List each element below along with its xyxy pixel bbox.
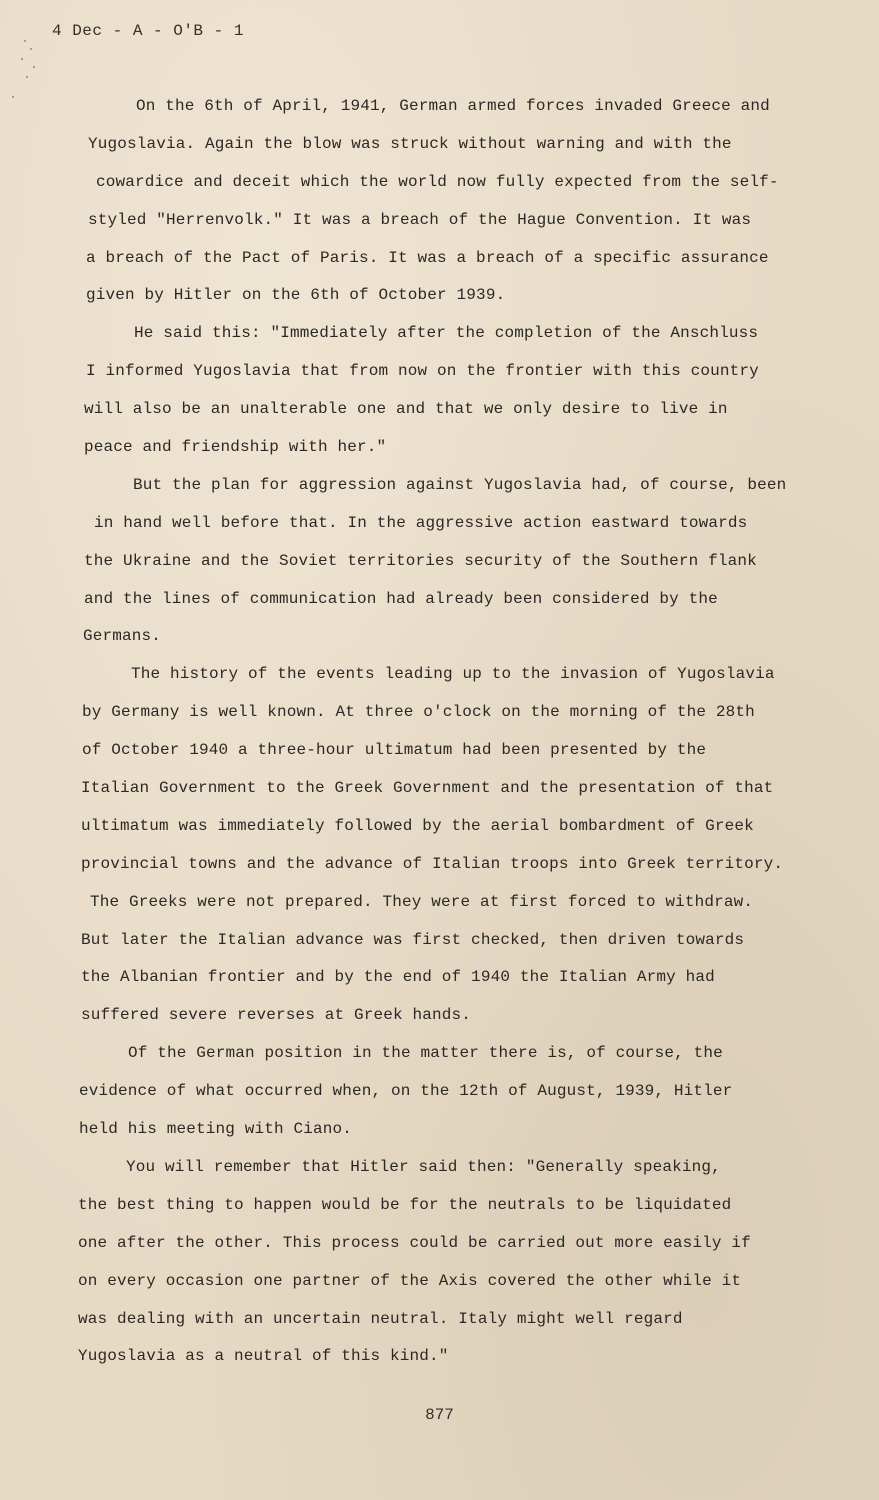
text-line: in hand well before that. In the aggressive action eastward towards: [94, 513, 748, 532]
paper-speck: [33, 66, 35, 68]
text-line: was dealing with an uncertain neutral. Italy might well regard: [78, 1309, 683, 1328]
paragraph-3: [78, 467, 790, 656]
paper-speck: [30, 48, 32, 50]
paragraph-6: [78, 1149, 790, 1376]
text-line: Germans.: [83, 627, 162, 646]
paragraph-4: [78, 656, 790, 1035]
text-line: Italian Government to the Greek Government and the presentation of that: [81, 779, 774, 798]
text-line: the best thing to happen would be for the neutrals to be liquidated: [78, 1195, 732, 1214]
text-line: by Germany is well known. At three o'clock on the morning of the 28th: [82, 703, 755, 722]
document-header: 4 Dec - A - O'B - 1: [52, 22, 244, 40]
text-line: The history of the events leading up to the invasion of Yugoslavia: [131, 665, 775, 684]
paper-speck: [24, 40, 26, 42]
text-line: given by Hitler on the 6th of October 1939.: [86, 286, 506, 305]
text-line: a breach of the Pact of Paris. It was a breach of a specific assurance: [86, 248, 769, 267]
text-line: suffered severe reverses at Greek hands.: [81, 1006, 472, 1025]
paragraph-5: [78, 1035, 790, 1149]
text-line: ultimatum was immediately followed by the aerial bombardment of Greek: [81, 816, 754, 835]
text-line: Yugoslavia. Again the blow was struck without warning and with the: [88, 134, 732, 153]
text-line: on every occasion one partner of the Axis covered the other while it: [78, 1271, 742, 1290]
text-line: I informed Yugoslavia that from now on the frontier with this country: [86, 362, 759, 381]
text-line: Of the German position in the matter there is, of course, the: [128, 1044, 723, 1063]
paragraph-1: [78, 88, 790, 315]
text-line: You will remember that Hitler said then: "Generally speaking,: [126, 1157, 721, 1176]
text-line: peace and friendship with her.": [84, 438, 387, 457]
text-line: and the lines of communication had already been considered by the: [84, 589, 718, 608]
page-number: 877: [425, 1406, 454, 1424]
text-line: Yugoslavia as a neutral of this kind.": [78, 1347, 449, 1366]
text-line: cowardice and deceit which the world now fully expected from the self-: [96, 172, 779, 191]
text-line: But later the Italian advance was first checked, then driven towards: [81, 930, 745, 949]
text-line: one after the other. This process could be carried out more easily if: [78, 1233, 751, 1252]
text-line: On the 6th of April, 1941, German armed forces invaded Greece and: [136, 97, 770, 115]
text-line: the Albanian frontier and by the end of 1940 the Italian Army had: [81, 968, 715, 987]
text-line: He said this: "Immediately after the completion of the Anschluss: [134, 324, 759, 343]
text-line: of October 1940 a three-hour ultimatum had been presented by the: [82, 741, 707, 760]
text-line: the Ukraine and the Soviet territories security of the Southern flank: [84, 551, 757, 570]
paper-speck: [26, 76, 28, 78]
text-line: The Greeks were not prepared. They were at first forced to withdraw.: [90, 892, 754, 911]
text-line: styled "Herrenvolk." It was a breach of the Hague Convention. It was: [88, 210, 752, 229]
text-line: But the plan for aggression against Yugoslavia had, of course, been: [133, 475, 787, 494]
document-body: [78, 88, 790, 1376]
text-line: evidence of what occurred when, on the 12th of August, 1939, Hitler: [79, 1082, 733, 1101]
text-line: provincial towns and the advance of Italian troops into Greek territory.: [81, 854, 784, 873]
text-line: will also be an unalterable one and that we only desire to live in: [84, 400, 728, 419]
paper-speck: [12, 96, 14, 98]
paragraph-2: [78, 315, 790, 467]
text-line: held his meeting with Ciano.: [79, 1120, 353, 1139]
paper-speck: [21, 58, 23, 60]
